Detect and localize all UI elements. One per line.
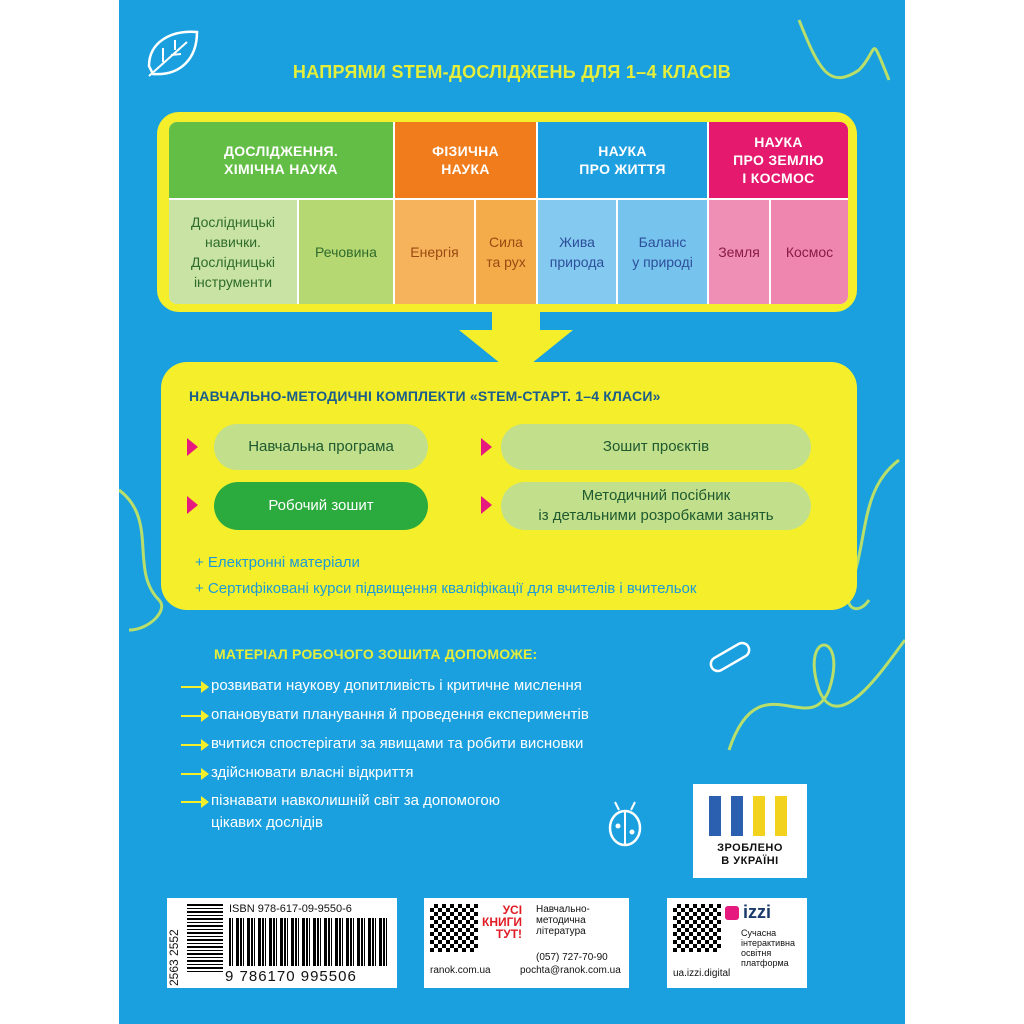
- sub-living-nature: Жива природа: [538, 200, 616, 304]
- kit-item-projects: Зошит проєктів: [501, 424, 811, 470]
- sub-substance: Речовина: [299, 200, 393, 304]
- sub-earth: Земля: [709, 200, 769, 304]
- sub-research-skills: Дослідницькі навички. Дослідницькі інструменти: [169, 200, 297, 304]
- arrow-right-icon: [181, 686, 203, 688]
- kit-title: НАВЧАЛЬНО-МЕТОДИЧНІ КОМПЛЕКТИ «STEM-СТАРТ. 1–4 КЛАСИ»: [189, 388, 661, 404]
- barcode-side-bars: [187, 904, 223, 974]
- ranok-desc: Навчально- методична література: [536, 904, 590, 937]
- izzi-logo-icon: [725, 906, 739, 920]
- header-life: НАУКА ПРО ЖИТТЯ: [538, 122, 707, 198]
- test-tube-icon: [705, 632, 765, 682]
- material-bullet: опановувати планування й проведення експериментів: [211, 706, 589, 723]
- kit-item-methodical-guide: Методичний посібник із детальними розробками занять: [501, 482, 811, 530]
- sub-energy: Енергія: [395, 200, 474, 304]
- ranok-box[interactable]: [424, 898, 629, 988]
- header-earth-space: НАУКА ПРО ЗЕМЛЮ І КОСМОС: [709, 122, 848, 198]
- ranok-phone: (057) 727-70-90: [536, 952, 608, 963]
- extra-electronic: + Електронні матеріали: [195, 554, 360, 571]
- badge-bar: [753, 796, 765, 836]
- badge-bar: [709, 796, 721, 836]
- page-title: НАПРЯМИ STEM-ДОСЛІДЖЕНЬ ДЛЯ 1–4 КЛАСІВ: [292, 62, 732, 82]
- material-bullet: здійснювати власні відкриття: [211, 764, 414, 781]
- sub-nature-balance: Баланс у природі: [618, 200, 707, 304]
- sub-space: Космос: [771, 200, 848, 304]
- badge-bar: [775, 796, 787, 836]
- kit-item-workbook: Робочий зошит: [214, 482, 428, 530]
- header-chemistry: ДОСЛІДЖЕННЯ. ХІМІЧНА НАУКА: [169, 122, 393, 198]
- arrow-right-icon: [181, 715, 203, 717]
- kit-item-program: Навчальна програма: [214, 424, 428, 470]
- bullet-triangle-icon: [481, 438, 492, 456]
- ladybug-icon: [603, 798, 647, 850]
- back-cover: [119, 0, 905, 1024]
- izzi-box[interactable]: [667, 898, 807, 988]
- material-bullet: розвивати наукову допитливість і критичне мислення: [211, 677, 582, 694]
- arrow-right-icon: [181, 801, 203, 803]
- material-bullet: пізнавати навколишній світ за допомогою цікавих дослідів: [211, 792, 501, 831]
- izzi-logo: izzi: [743, 902, 772, 922]
- izzi-site[interactable]: ua.izzi.digital: [673, 968, 731, 979]
- barcode-box: [167, 898, 397, 988]
- header-physics: ФІЗИЧНА НАУКА: [395, 122, 536, 198]
- sub-force-motion: Сила та рух: [476, 200, 536, 304]
- izzi-desc: Сучасна інтерактивна освітня платформа: [741, 928, 795, 968]
- barcode-digits: 9 786170 995506: [225, 968, 357, 985]
- arrow-right-icon: [181, 773, 203, 775]
- ranok-qr-code[interactable]: [430, 904, 478, 952]
- made-in-ukraine-badge: [693, 784, 807, 878]
- directions-table: [169, 122, 848, 304]
- izzi-qr-code[interactable]: [673, 904, 721, 952]
- material-title: МАТЕРІАЛ РОБОЧОГО ЗОШИТА ДОПОМОЖЕ:: [214, 646, 538, 662]
- extra-courses: + Сертифіковані курси підвищення кваліфікації для вчителів і вчительок: [195, 580, 697, 597]
- barcode-bars: [229, 918, 389, 966]
- squiggle-decoration: [789, 10, 899, 100]
- barcode-side-digits: 2563 2552: [167, 929, 181, 986]
- ranok-email[interactable]: pochta@ranok.com.ua: [520, 965, 621, 976]
- isbn-text: ISBN 978-617-09-9550-6: [229, 903, 352, 915]
- badge-text: ЗРОБЛЕНО В УКРАЇНІ: [717, 842, 783, 867]
- material-bullet: вчитися спостерігати за явищами та робити висновки: [211, 735, 584, 752]
- ranok-site[interactable]: ranok.com.ua: [430, 965, 491, 976]
- bullet-triangle-icon: [187, 496, 198, 514]
- bullet-triangle-icon: [187, 438, 198, 456]
- arrow-right-icon: [181, 744, 203, 746]
- bullet-triangle-icon: [481, 496, 492, 514]
- ranok-promo: УСІ КНИГИ ТУТ!: [482, 903, 523, 941]
- badge-bar: [731, 796, 743, 836]
